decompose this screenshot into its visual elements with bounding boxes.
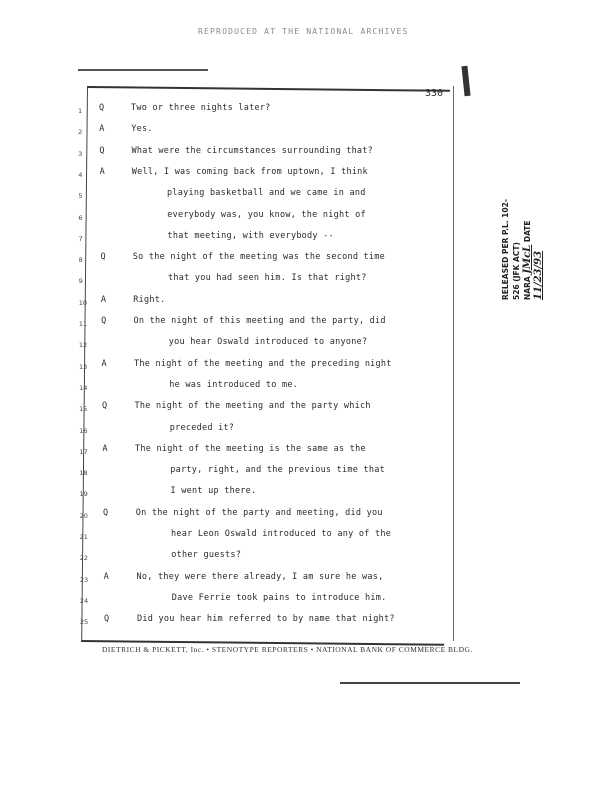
line-text: other guests? [171,550,242,561]
line-text: So the night of the meeting was the second time [132,252,386,263]
line-number: 15 [79,405,88,414]
line-number: 18 [79,469,88,478]
line-number: 16 [79,426,88,435]
reviewer-signature: JMcL [522,244,533,274]
line-text: that you had seen him. Is that right? [168,273,367,284]
line-text: party, right, and the previous time that [170,465,385,476]
line-number: 23 [79,575,89,584]
line-text: No, they were there already, I am sure he was, [136,571,384,582]
speaker-label: Q [99,145,105,156]
speaker-label: A [100,294,106,305]
line-number: 6 [78,213,83,222]
line-text: Right. [133,294,166,305]
line-text: The night of the meeting and the party which [134,401,371,412]
line-number: 8 [78,256,83,265]
line-number: 19 [79,490,88,499]
page-number: 330 [425,88,444,99]
line-text: you hear Oswald introduced to anyone? [168,337,368,348]
speaker-label: Q [99,103,105,113]
line-number: 24 [79,596,89,605]
reporter-footer: DIETRICH & PICKETT, Inc. • STENOTYPE REPORTERS • NATIONAL BANK OF COMMERCE BLDG. [102,645,473,654]
line-text: Two or three nights later? [131,103,271,113]
transcript-frame-right [453,86,454,641]
speaker-label: A [103,571,109,582]
line-number: 17 [79,447,88,456]
margin-mark [461,66,470,96]
line-text: he was introduced to me. [169,379,299,390]
speaker-label: Q [102,507,109,518]
line-text: Yes. [131,124,153,135]
line-number: 10 [78,298,88,307]
line-text: Dave Ferrie took pains to introduce him. [171,592,387,603]
bottom-rule [340,682,520,684]
speaker-label: A [99,166,105,177]
line-text: playing basketball and we came in and [167,188,366,199]
release-stamp [500,188,544,300]
date-label: DATE [523,220,532,243]
line-number: 25 [80,618,89,627]
speaker-label: Q [100,252,106,263]
line-number: 20 [79,511,88,520]
line-text: The night of the meeting and the preceding night [134,358,392,369]
speaker-label: Q [104,614,110,625]
line-number: 22 [79,554,89,563]
release-date: 11/23/93 [533,250,544,300]
line-number: 1 [78,107,83,115]
line-text: On the night of this meeting and the party, did [133,316,386,326]
line-number: 13 [79,362,88,371]
speaker-label: A [102,443,108,454]
line-text: preceded it? [169,422,235,433]
line-number: 2 [78,128,83,137]
release-stamp-line2 [522,188,544,300]
line-number: 11 [78,320,88,328]
line-number: 12 [78,341,88,350]
archives-header-stamp: REPRODUCED AT THE NATIONAL ARCHIVES [198,27,409,36]
speaker-label: Q [101,401,108,412]
line-text: Well, I was coming back from uptown, I think [131,166,368,177]
line-text: Did you hear him referred to by name that night? [137,614,395,625]
line-number: 5 [78,192,83,201]
line-text: that meeting, with everybody -- [167,230,334,241]
line-number: 3 [78,149,83,158]
line-number: 7 [78,234,83,243]
speaker-label: Q [101,316,107,326]
line-text: On the night of the party and meeting, did you [135,507,383,518]
line-text: I went up there. [170,486,257,497]
nara-label: NARA [523,276,532,300]
line-number: 4 [78,170,83,179]
line-text: The night of the meeting is the same as the [135,443,366,454]
release-stamp-line1: RELEASED PER P.L. 102-526 (JFK ACT) [501,199,521,300]
line-text: What were the circumstances surrounding that? [131,145,374,156]
speaker-label: A [99,124,105,135]
line-number: 21 [79,533,88,541]
line-text: hear Leon Oswald introduced to any of the [171,529,392,539]
line-number: 14 [79,383,88,392]
line-number: 9 [78,277,83,286]
line-text: everybody was, you know, the night of [167,209,366,220]
top-rule [78,69,208,71]
speaker-label: A [101,358,107,369]
